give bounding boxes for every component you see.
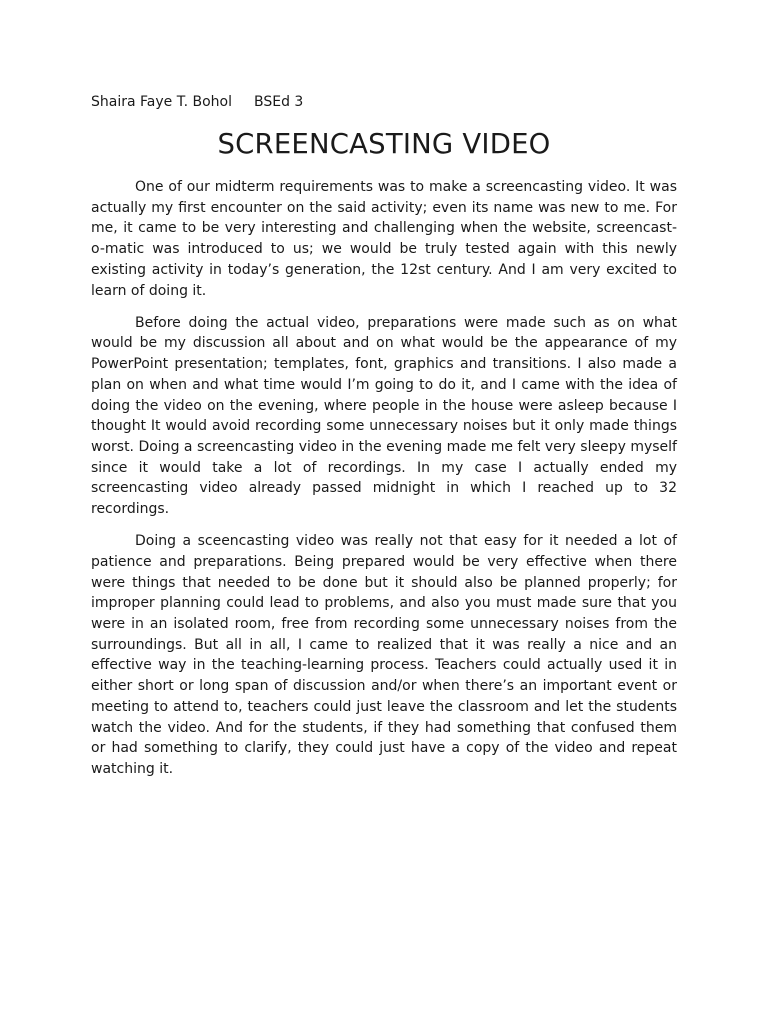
paragraph-2: Before doing the actual video, preparations were made such as on what would be my discussion all about and on what would be the appearance of my PowerPoint presentation; templates, font, graphics and transitions. I also made a plan on when and what time would I’m going to do it, and I came with the idea of doing the video on the evening, where people in the house were asleep because I thought It would avoid recording some unnecessary noises but it only made things worst. Doing a screencasting video in the evening made me felt very sleepy myself since it would take a lot of recordings. In my case I actually ended my screencasting video already passed midnight in which I reached up to 32 recordings. — [91, 314, 677, 518]
course-label: BSEd 3 — [254, 94, 304, 110]
paragraph-1: One of our midterm requirements was to make a screencasting video. It was actually my first encounter on the said activity; even its name was new to me. For me, it came to be very interesting and challenging when the website, screencast-o-matic was introduced to us; we would be truly tested again with this newly existing activity in today’s generation, the 12st century. And I am very excited to learn of doing it. — [91, 179, 677, 299]
author-name: Shaira Faye T. Bohol — [91, 94, 232, 110]
paragraph-3: Doing a sceencasting video was really not that easy for it needed a lot of patience and preparations. Being prepared would be very effective when there were things that needed to be done but it should also be planned properly; for improper planning could lead to problems, and also you must made sure that you were in an isolated room, free from recording some unnecessary noises from the surroundings. But all in all, I came to realized that it was really a nice and an effective way in the teaching-learning process. Teachers could actually used it in either short or long span of discussion and/or when there’s an important event or meeting to attend to, teachers could just leave the classroom and let the students watch the video. And for the students, if they had something that confused them or had something to clarify, they could just have a copy of the video and repeat watching it. — [91, 533, 677, 777]
document-body — [91, 177, 677, 791]
author-course-line — [91, 93, 303, 111]
document-title: SCREENCASTING VIDEO — [217, 128, 551, 160]
